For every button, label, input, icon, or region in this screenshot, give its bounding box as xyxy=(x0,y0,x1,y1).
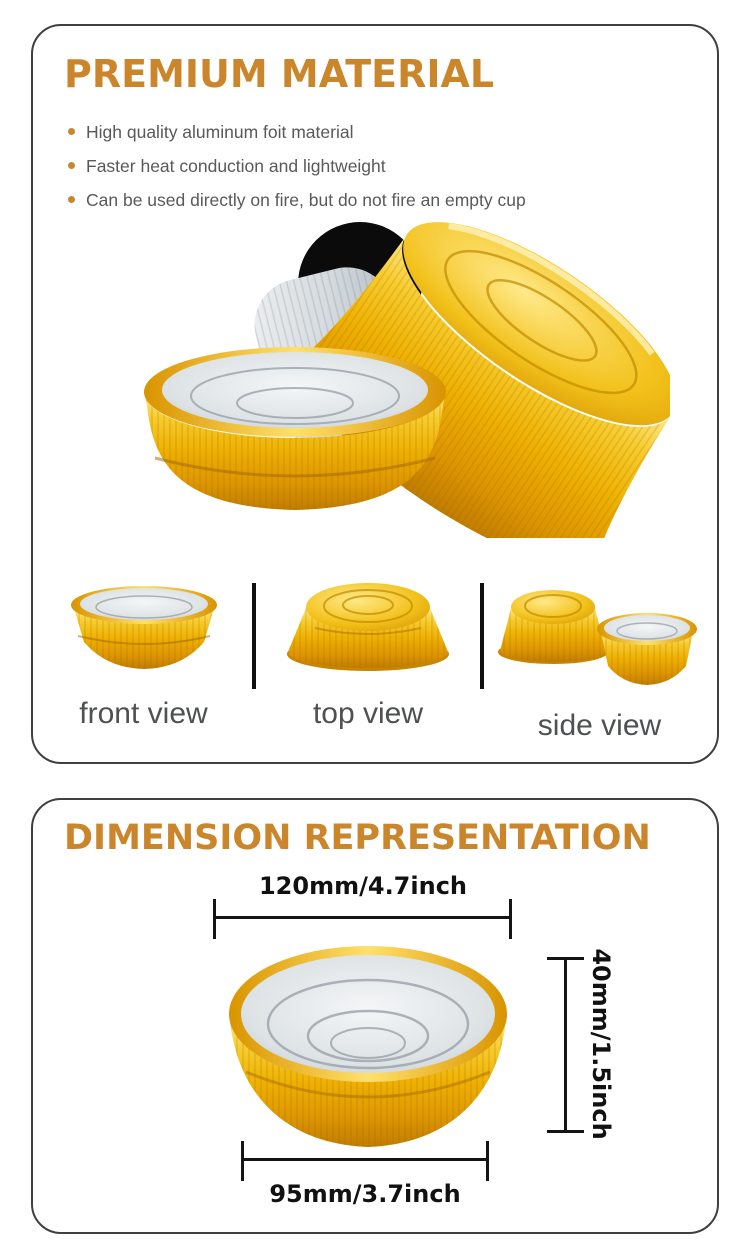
bullet-dot-icon xyxy=(68,162,75,169)
bullet-text: Faster heat conduction and lightweight xyxy=(86,156,386,176)
bullet-item xyxy=(66,190,526,211)
dimension-tick xyxy=(213,899,216,939)
dimension-tick xyxy=(547,957,584,960)
dimension-tick xyxy=(509,899,512,939)
bullet-text: High quality aluminum foit material xyxy=(86,122,354,142)
dimension-title: DIMENSION REPRESENTATION xyxy=(64,818,651,858)
bullet-text: Can be used directly on fire, but do not fire an empty cup xyxy=(86,190,526,210)
view-column-front xyxy=(35,578,252,731)
premium-material-title: PREMIUM MATERIAL xyxy=(64,52,495,96)
dimension-line-bottom xyxy=(241,1158,489,1161)
view-label-side: side view xyxy=(537,709,662,742)
dimension-label-diameter-bottom: 95mm/3.7inch xyxy=(269,1180,461,1208)
gold-bowl-front xyxy=(144,347,446,510)
bullet-dot-icon xyxy=(68,128,75,135)
feature-bullet-list xyxy=(66,122,526,224)
dimension-bowl-image xyxy=(228,932,508,1154)
bullet-dot-icon xyxy=(68,196,75,203)
side-view-image xyxy=(495,578,705,690)
dimension-line-top xyxy=(213,916,512,919)
view-divider xyxy=(252,583,256,689)
bullet-item xyxy=(66,122,526,143)
view-label-front: front view xyxy=(79,697,208,730)
dimension-label-height: 40mm/1.5inch xyxy=(587,948,615,1140)
dimension-tick xyxy=(486,1141,489,1181)
dimension-line-height xyxy=(564,958,567,1133)
view-divider xyxy=(480,583,484,689)
dimension-tick xyxy=(547,1130,584,1133)
top-view-image xyxy=(273,578,463,678)
product-photo-main xyxy=(65,220,670,538)
bullet-item xyxy=(66,156,526,177)
view-label-top: top view xyxy=(312,697,424,730)
dimension-tick xyxy=(241,1141,244,1181)
view-column-top xyxy=(256,578,480,731)
dimension-label-diameter-top: 120mm/4.7inch xyxy=(258,872,468,900)
front-view-image xyxy=(64,578,224,678)
view-column-side xyxy=(484,578,715,743)
